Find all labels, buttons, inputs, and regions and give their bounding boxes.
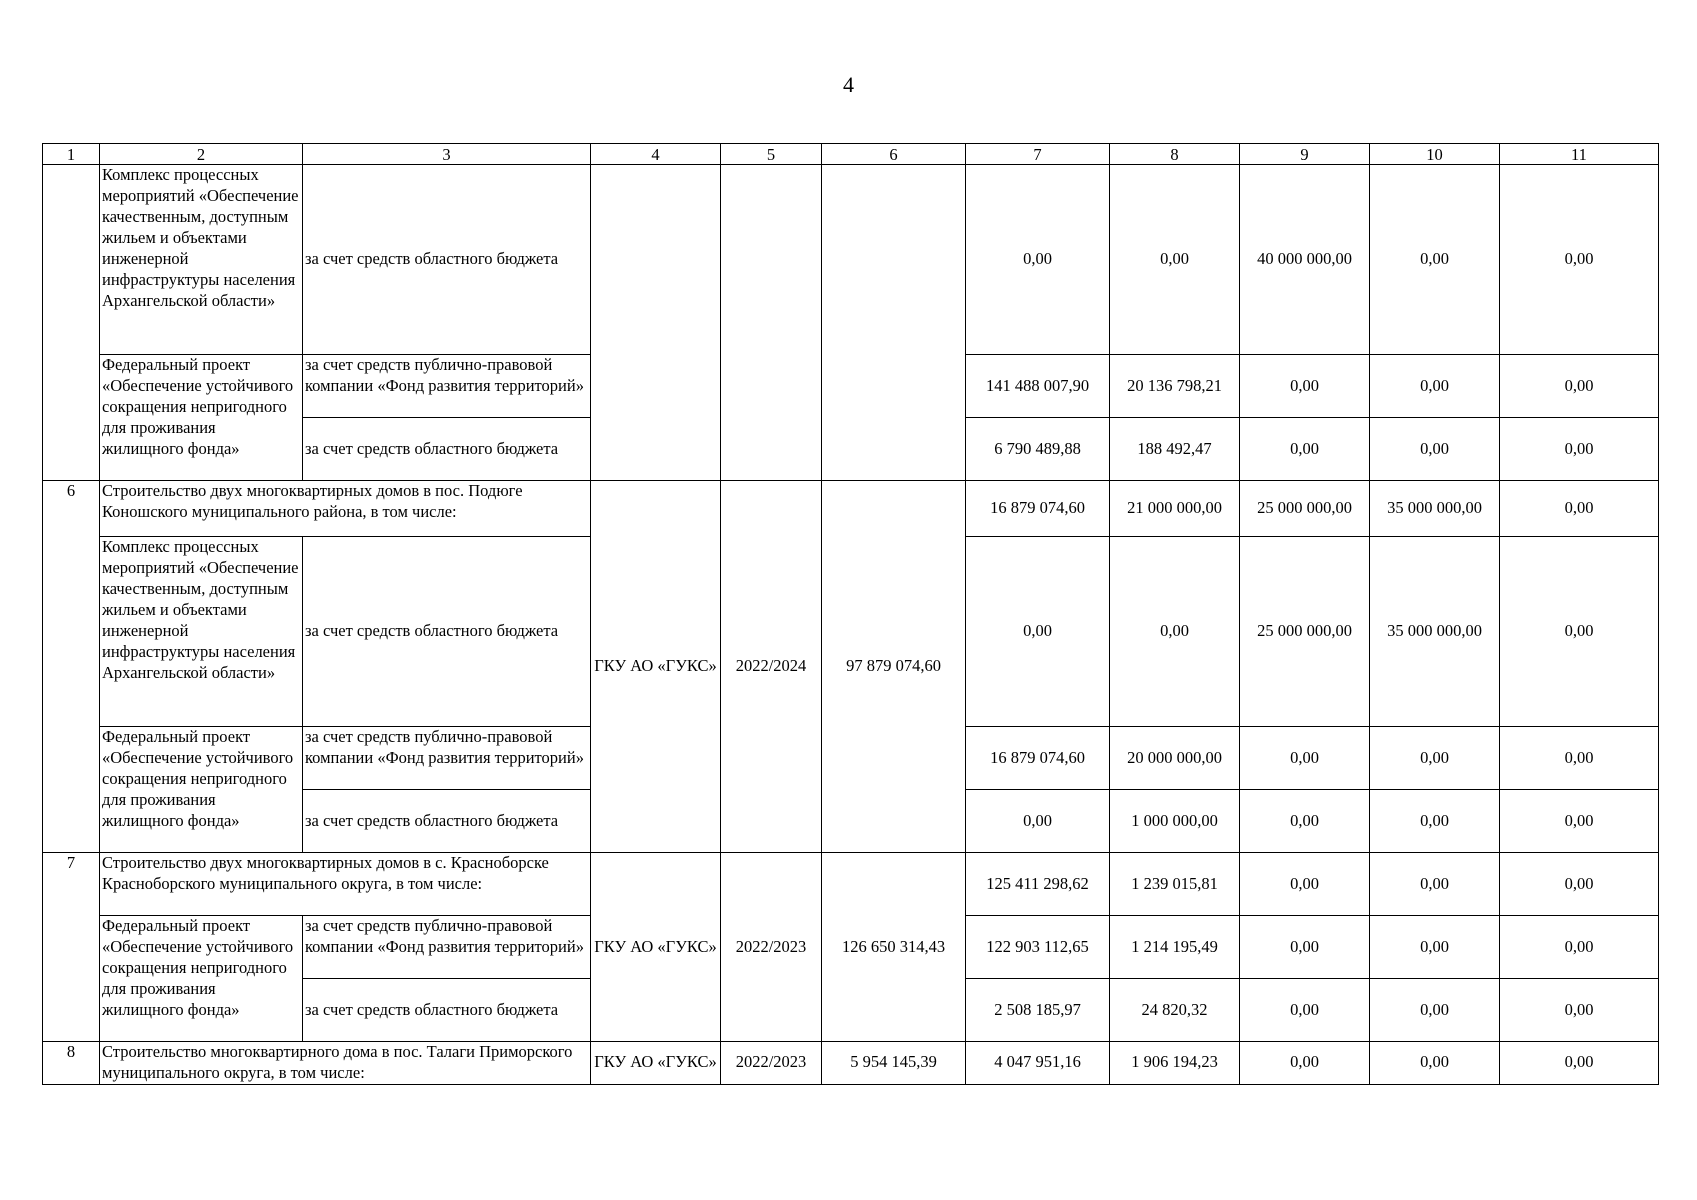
value-cell: 0,00	[1500, 355, 1659, 418]
value-cell: 0,00	[1370, 916, 1500, 979]
value-cell: 0,00	[1500, 916, 1659, 979]
executor-cell: ГКУ АО «ГУКС»	[591, 481, 721, 853]
header-cell: 6	[822, 144, 966, 165]
row-number-cell: 6	[43, 481, 100, 853]
executor-cell	[591, 165, 721, 481]
value-cell: 0,00	[1240, 418, 1370, 481]
total-cell: 126 650 314,43	[822, 853, 966, 1042]
funding-source-cell: за счет средств публично-правовой компании «Фонд развития территорий»	[303, 916, 591, 979]
value-cell: 0,00	[1370, 853, 1500, 916]
value-cell: 35 000 000,00	[1370, 537, 1500, 727]
value-cell: 21 000 000,00	[1110, 481, 1240, 537]
value-cell: 125 411 298,62	[966, 853, 1110, 916]
header-cell: 4	[591, 144, 721, 165]
value-cell: 0,00	[1240, 727, 1370, 790]
value-cell: 0,00	[1370, 790, 1500, 853]
object-title-cell: Строительство двух многоквартирных домов в пос. Подюге Коношского муниципального района, в том числе:	[100, 481, 591, 537]
program-name-cell: Федеральный проект «Обеспечение устойчивого сокращения непригодного для проживания жилищного фонда»	[100, 916, 303, 1042]
value-cell: 0,00	[1500, 481, 1659, 537]
value-cell: 0,00	[1370, 418, 1500, 481]
total-cell: 5 954 145,39	[822, 1042, 966, 1085]
funding-source-cell: за счет средств областного бюджета	[303, 418, 591, 481]
value-cell: 141 488 007,90	[966, 355, 1110, 418]
value-cell: 6 790 489,88	[966, 418, 1110, 481]
value-cell: 0,00	[966, 537, 1110, 727]
value-cell: 40 000 000,00	[1240, 165, 1370, 355]
table-row	[43, 1042, 1659, 1085]
header-row	[43, 144, 1659, 165]
funding-source-cell: за счет средств областного бюджета	[303, 979, 591, 1042]
header-cell: 10	[1370, 144, 1500, 165]
funding-source-cell: за счет средств публично-правовой компании «Фонд развития территорий»	[303, 355, 591, 418]
value-cell: 16 879 074,60	[966, 727, 1110, 790]
row-number-cell: 8	[43, 1042, 100, 1085]
value-cell: 1 239 015,81	[1110, 853, 1240, 916]
value-cell: 0,00	[1500, 979, 1659, 1042]
value-cell: 122 903 112,65	[966, 916, 1110, 979]
period-cell	[721, 165, 822, 481]
funding-source-cell: за счет средств областного бюджета	[303, 537, 591, 727]
value-cell: 0,00	[1500, 165, 1659, 355]
funding-source-cell: за счет средств публично-правовой компании «Фонд развития территорий»	[303, 727, 591, 790]
funding-source-cell: за счет средств областного бюджета	[303, 790, 591, 853]
value-cell: 0,00	[1110, 537, 1240, 727]
program-name-cell: Федеральный проект «Обеспечение устойчивого сокращения непригодного для проживания жилищного фонда»	[100, 355, 303, 481]
value-cell: 0,00	[1370, 355, 1500, 418]
header-cell: 11	[1500, 144, 1659, 165]
value-cell: 0,00	[1370, 979, 1500, 1042]
value-cell: 0,00	[1240, 979, 1370, 1042]
value-cell: 1 906 194,23	[1110, 1042, 1240, 1085]
total-cell	[822, 165, 966, 481]
header-cell: 9	[1240, 144, 1370, 165]
row-number-cell	[43, 165, 100, 481]
value-cell: 0,00	[1240, 916, 1370, 979]
value-cell: 0,00	[966, 165, 1110, 355]
value-cell: 0,00	[1240, 790, 1370, 853]
row-number-cell: 7	[43, 853, 100, 1042]
value-cell: 0,00	[1240, 355, 1370, 418]
object-title-cell: Строительство многоквартирного дома в пос. Талаги Приморского муниципального округа, в том числе:	[100, 1042, 591, 1085]
value-cell: 2 508 185,97	[966, 979, 1110, 1042]
value-cell: 16 879 074,60	[966, 481, 1110, 537]
value-cell: 0,00	[1370, 165, 1500, 355]
header-cell: 8	[1110, 144, 1240, 165]
budget-table	[42, 143, 1659, 1085]
value-cell: 20 136 798,21	[1110, 355, 1240, 418]
value-cell: 188 492,47	[1110, 418, 1240, 481]
value-cell: 35 000 000,00	[1370, 481, 1500, 537]
object-title-cell: Строительство двух многоквартирных домов в с. Красноборске Красноборского муниципального округа, в том числе:	[100, 853, 591, 916]
funding-source-cell: за счет средств областного бюджета	[303, 165, 591, 355]
value-cell: 1 000 000,00	[1110, 790, 1240, 853]
value-cell: 0,00	[1110, 165, 1240, 355]
period-cell: 2022/2023	[721, 1042, 822, 1085]
table-row	[43, 481, 1659, 537]
value-cell: 25 000 000,00	[1240, 481, 1370, 537]
program-name-cell: Федеральный проект «Обеспечение устойчивого сокращения непригодного для проживания жилищного фонда»	[100, 727, 303, 853]
value-cell: 4 047 951,16	[966, 1042, 1110, 1085]
header-cell: 3	[303, 144, 591, 165]
value-cell: 0,00	[1500, 418, 1659, 481]
value-cell: 0,00	[1370, 1042, 1500, 1085]
value-cell: 0,00	[1370, 727, 1500, 790]
value-cell: 24 820,32	[1110, 979, 1240, 1042]
value-cell: 0,00	[1500, 853, 1659, 916]
value-cell: 0,00	[1240, 853, 1370, 916]
program-name-cell: Комплекс процессных мероприятий «Обеспечение качественным, доступным жильем и объектами инженерной инфраструктуры населения Архангельской области»	[100, 165, 303, 355]
value-cell: 0,00	[966, 790, 1110, 853]
value-cell: 0,00	[1500, 790, 1659, 853]
value-cell: 1 214 195,49	[1110, 916, 1240, 979]
header-cell: 7	[966, 144, 1110, 165]
value-cell: 0,00	[1500, 1042, 1659, 1085]
header-cell: 5	[721, 144, 822, 165]
page-number: 4	[843, 72, 854, 97]
executor-cell: ГКУ АО «ГУКС»	[591, 1042, 721, 1085]
executor-cell: ГКУ АО «ГУКС»	[591, 853, 721, 1042]
table-row	[43, 165, 1659, 355]
value-cell: 0,00	[1500, 727, 1659, 790]
value-cell: 20 000 000,00	[1110, 727, 1240, 790]
value-cell: 0,00	[1500, 537, 1659, 727]
header-cell: 1	[43, 144, 100, 165]
value-cell: 0,00	[1240, 1042, 1370, 1085]
period-cell: 2022/2023	[721, 853, 822, 1042]
header-cell: 2	[100, 144, 303, 165]
period-cell: 2022/2024	[721, 481, 822, 853]
table-row	[43, 853, 1659, 916]
program-name-cell: Комплекс процессных мероприятий «Обеспечение качественным, доступным жильем и объектами инженерной инфраструктуры населения Архангельской области»	[100, 537, 303, 727]
value-cell: 25 000 000,00	[1240, 537, 1370, 727]
total-cell: 97 879 074,60	[822, 481, 966, 853]
